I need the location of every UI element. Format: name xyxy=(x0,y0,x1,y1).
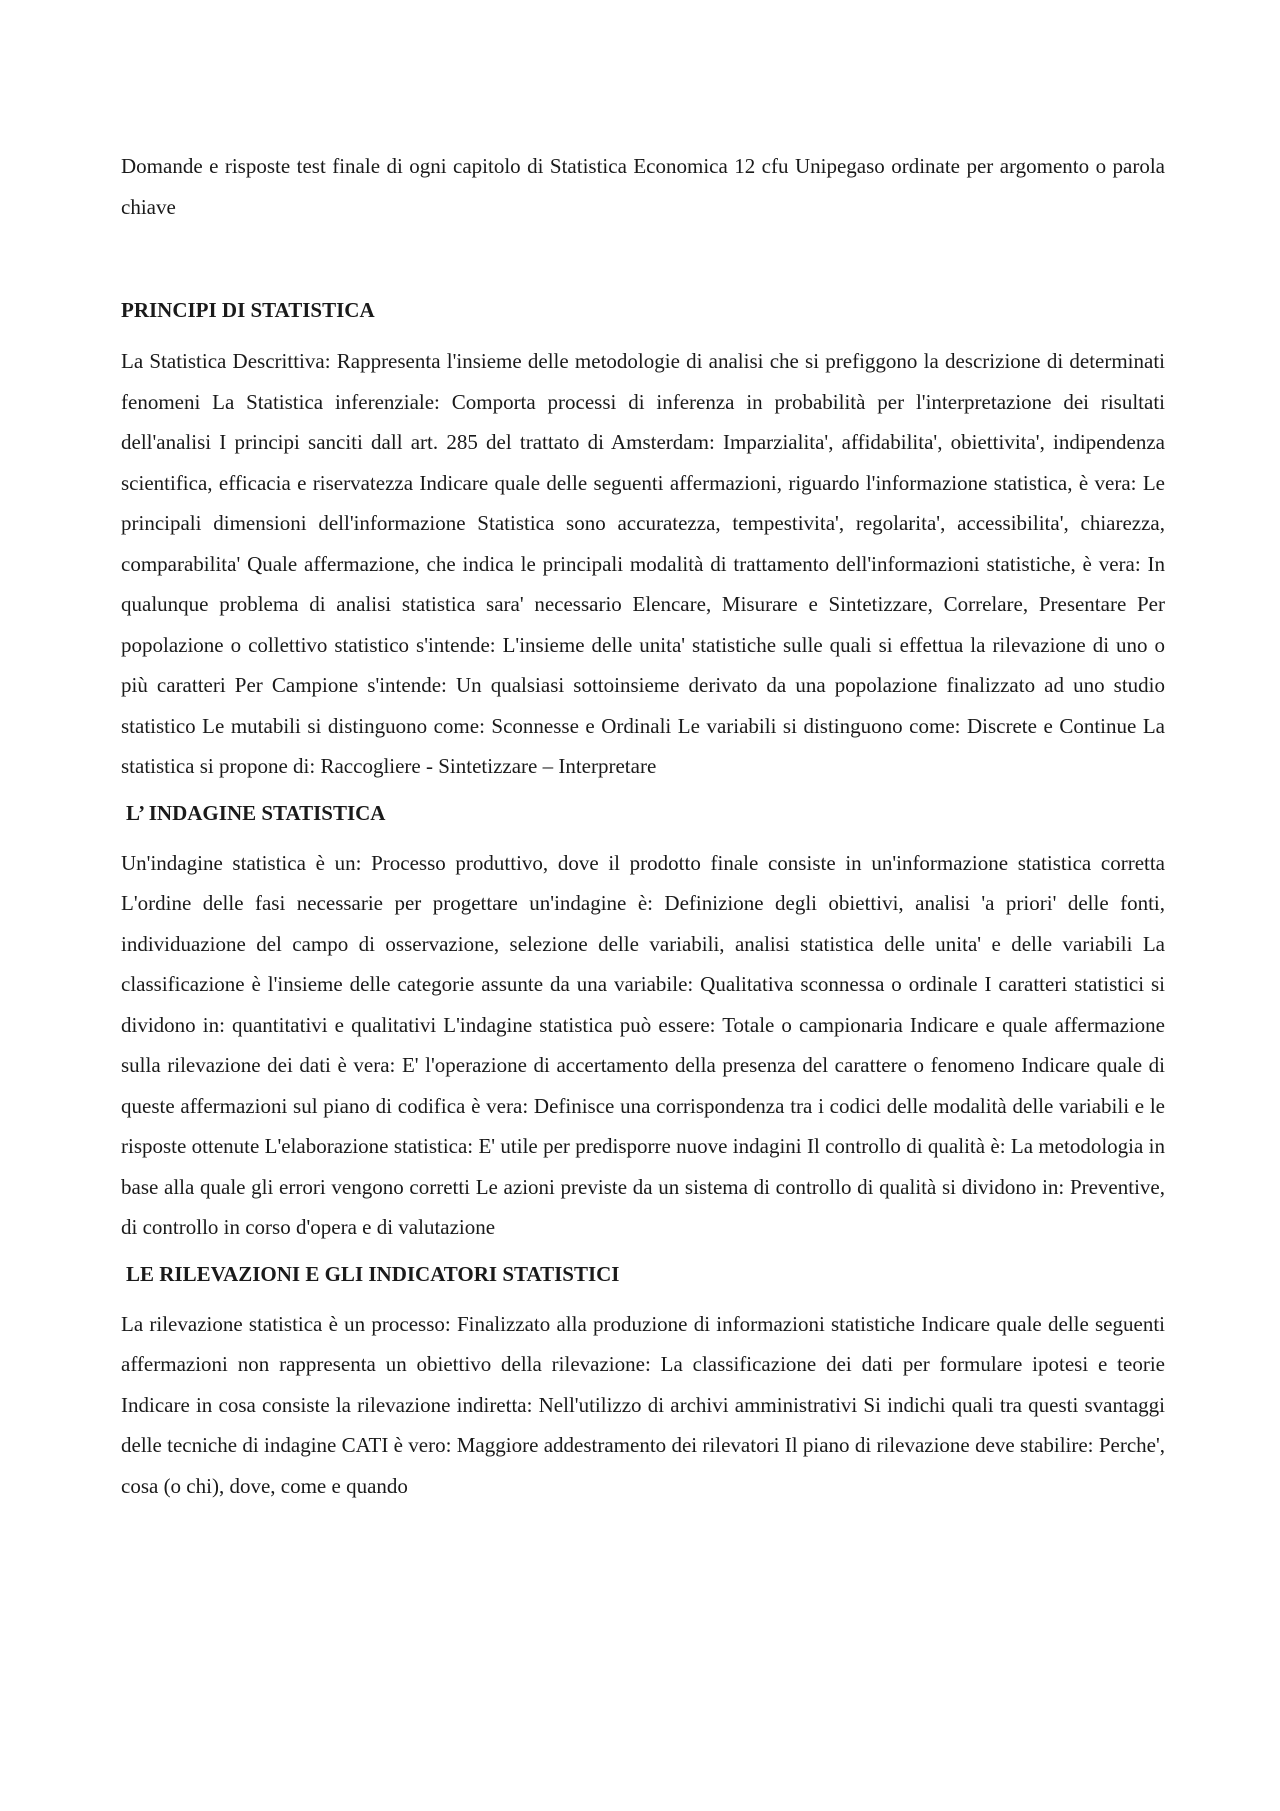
document-intro: Domande e risposte test finale di ogni capitolo di Statistica Economica 12 cfu Unipegaso ordinate per argomento o parola chiave xyxy=(121,154,1165,219)
section-body-principi: La Statistica Descrittiva: Rappresenta l'insieme delle metodologie di analisi che si prefiggono la descrizione di determinati fenomeni La Statistica inferenziale: Comporta processi di inferenza in probabilità per l'interpretazione dei risultati dell'analisi I principi sanciti dall art. 285 del trattato di Amsterdam: Imparzialita', affidabilita', obiettivita', indipendenza scientifica, efficacia e riservatezza Indicare quale delle seguenti affermazioni, riguardo l'informazione statistica, è vera: Le principali dimensioni dell'informazione Statistica sono accuratezza, tempestivita', regolarita', accessibilita', chiarezza, comparabilita' Quale affermazione, che indica le principali modalità di trattamento dell'informazioni statistiche, è vera: In qualunque problema di analisi statistica sara' necessario Elencare, Misurare e Sintetizzare, Correlare, Presentare Per popolazione o collettivo statistico s'intende: L'insieme delle unita' statistiche sulle quali si effettua la rilevazione di uno o più caratteri Per Campione s'intende: Un qualsiasi sottoinsieme derivato da una popolazione finalizzato ad uno studio statistico Le mutabili si distinguono come: Sconnesse e Ordinali Le variabili si distinguono come: Discrete e Continue La statistica si propone di: Raccogliere - Sintetizzare – Interpretare xyxy=(121,349,1165,778)
section-heading-principi: PRINCIPI DI STATISTICA xyxy=(121,298,375,322)
section-body-indagine: Un'indagine statistica è un: Processo produttivo, dove il prodotto finale consiste in un'informazione statistica corretta L'ordine delle fasi necessarie per progettare un'indagine è: Definizione degli obiettivi, analisi 'a priori' delle fonti, individuazione del campo di osservazione, selezione delle variabili, analisi statistica delle unita' e delle variabili La classificazione è l'insieme delle categorie assunte da una variabile: Qualitativa sconnessa o ordinale I caratteri statistici si dividono in: quantitativi e qualitativi L'indagine statistica può essere: Totale o campionaria Indicare e quale affermazione sulla rilevazione dei dati è vera: E' l'operazione di accertamento della presenza del carattere o fenomeno Indicare quale di queste affermazioni sul piano di codifica è vera: Definisce una corrispondenza tra i codici delle modalità delle variabili e le risposte ottenute L'elaborazione statistica: E' utile per predisporre nuove indagini Il controllo di qualità è: La metodologia in base alla quale gli errori vengono corretti Le azioni previste da un sistema di controllo di qualità si dividono in: Preventive, di controllo in corso d'opera e di valutazione xyxy=(121,850,1165,1239)
section-body-rilevazioni: La rilevazione statistica è un processo: Finalizzato alla produzione di informazioni statistiche Indicare quale delle seguenti affermazioni non rappresenta un obiettivo della rilevazione: La classificazione dei dati per formulare ipotesi e teorie Indicare in cosa consiste la rilevazione indiretta: Nell'utilizzo di archivi amministrativi Si indichi quali tra questi svantaggi delle tecniche di indagine CATI è vero: Maggiore addestramento dei rilevatori Il piano di rilevazione deve stabilire: Perche', cosa (o chi), dove, come e quando xyxy=(121,1311,1165,1498)
section-heading-rilevazioni: LE RILEVAZIONI E GLI INDICATORI STATISTICI xyxy=(126,1261,620,1286)
document-content xyxy=(121,146,1165,1506)
section-heading-indagine: L’ INDAGINE STATISTICA xyxy=(126,800,386,825)
